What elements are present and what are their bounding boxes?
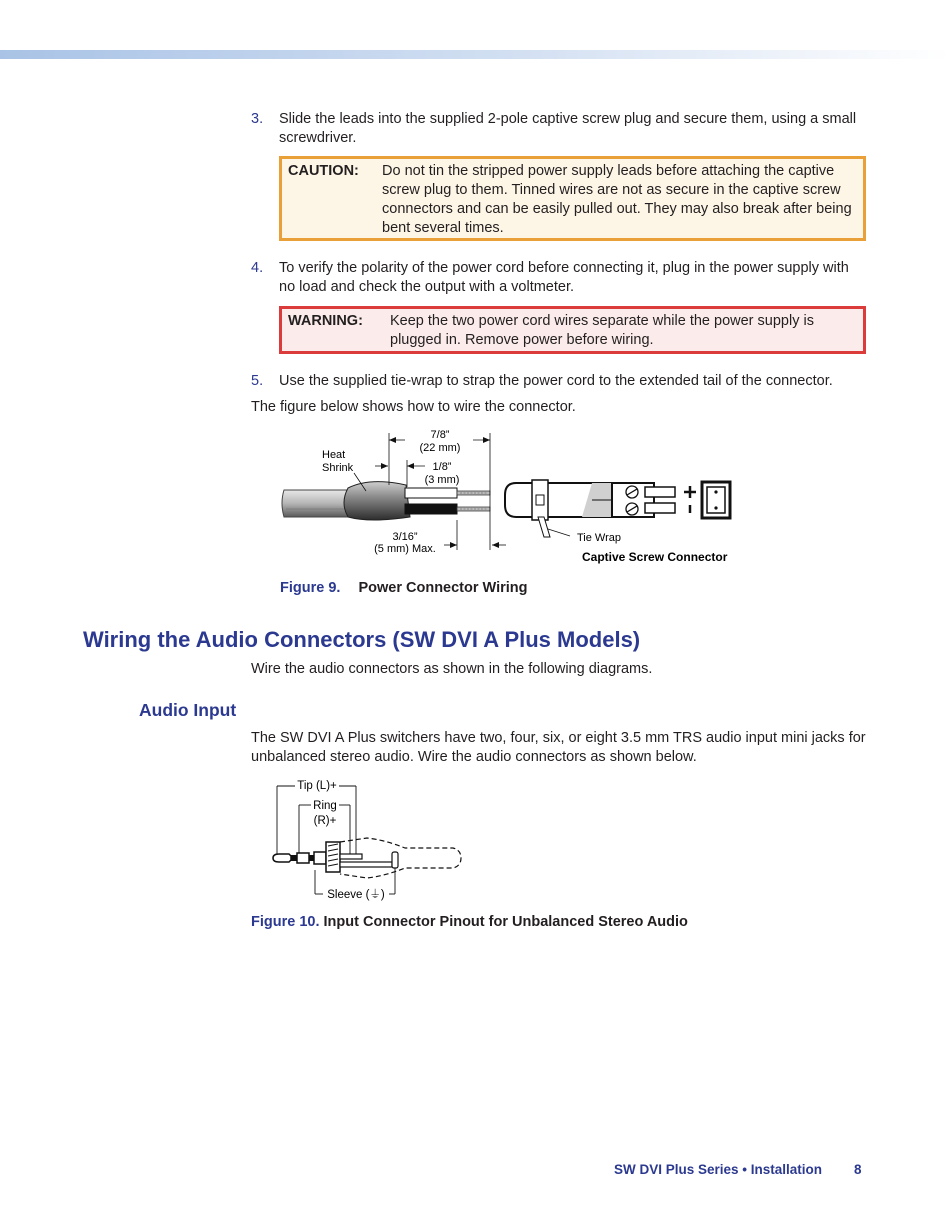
figure-title: Power Connector Wiring [358,580,528,596]
step-number: 3. [251,111,264,127]
sleeve-label: Sleeve (⏚) [327,889,385,901]
tip-label: Tip (L)+ [297,780,337,792]
section-intro: Wire the audio connectors as shown in the following diagrams. [251,661,653,677]
step-3 [251,110,866,148]
caution-box [279,156,866,241]
page-number: 8 [854,1162,862,1177]
figure-title: Input Connector Pinout for Unbalanced Stereo Audio [323,914,688,930]
shrink-label: Shrink [322,462,354,474]
caution-text: Do not tin the stripped power supply leads before attaching the captive screw plug to them. Tinned wires are not as secure in the captive screw connectors and can be easily pulled out. They may also break after being bent several times. [382,163,852,236]
step-number: 4. [251,260,264,276]
step-text: Slide the leads into the supplied 2-pole captive screw plug and secure them, using a small screwdriver. [279,111,857,146]
caution-label: CAUTION: [288,163,359,179]
figure-10-caption [251,914,688,930]
warning-label: WARNING: [288,313,363,329]
step-text: To verify the polarity of the power cord before connecting it, plug in the power supply with no load and check the output with a voltmeter. [279,260,849,295]
dim-316-label: 3/16” [392,531,418,543]
power-connector-wiring-diagram [270,425,750,570]
subsection-heading: Audio Input [139,700,237,720]
header-gradient-bar [0,50,950,59]
dim-22mm-label: (22 mm) [419,442,461,454]
dim-3mm-label: (3 mm) [424,474,460,486]
captive-screw-label: Captive Screw Connector [582,550,728,564]
tie-wrap-label: Tie Wrap [577,532,622,544]
audio-jack-pinout-diagram [265,772,470,907]
step-text: Use the supplied tie-wrap to strap the power cord to the extended tail of the connector. [279,373,833,389]
figure-9-caption [280,580,528,596]
figure-number: Figure 9. [280,580,341,596]
figure-number: Figure 10. [251,914,320,930]
dim-78-label: 7/8” [430,429,450,441]
warning-box [279,306,866,354]
step-number: 5. [251,373,264,389]
step-5 [251,372,866,391]
ring-label: Ring [313,800,337,812]
dim-5mm-label: (5 mm) Max. [374,543,436,555]
step-4 [251,259,866,297]
figure-intro: The figure below shows how to wire the connector. [251,399,576,415]
ring-r-label: (R)+ [313,815,337,827]
audio-input-text: The SW DVI A Plus switchers have two, four, six, or eight 3.5 mm TRS audio input mini jacks for unbalanced stereo audio. Wire the audio connectors as shown below. [251,730,866,765]
heat-label: Heat [322,449,346,461]
section-heading: Wiring the Audio Connectors (SW DVI A Plus Models) [83,627,641,652]
dim-18-label: 1/8” [432,461,452,473]
warning-text: Keep the two power cord wires separate while the power supply is plugged in. Remove power before wiring. [390,313,814,348]
footer-title: SW DVI Plus Series • Installation [614,1162,823,1177]
